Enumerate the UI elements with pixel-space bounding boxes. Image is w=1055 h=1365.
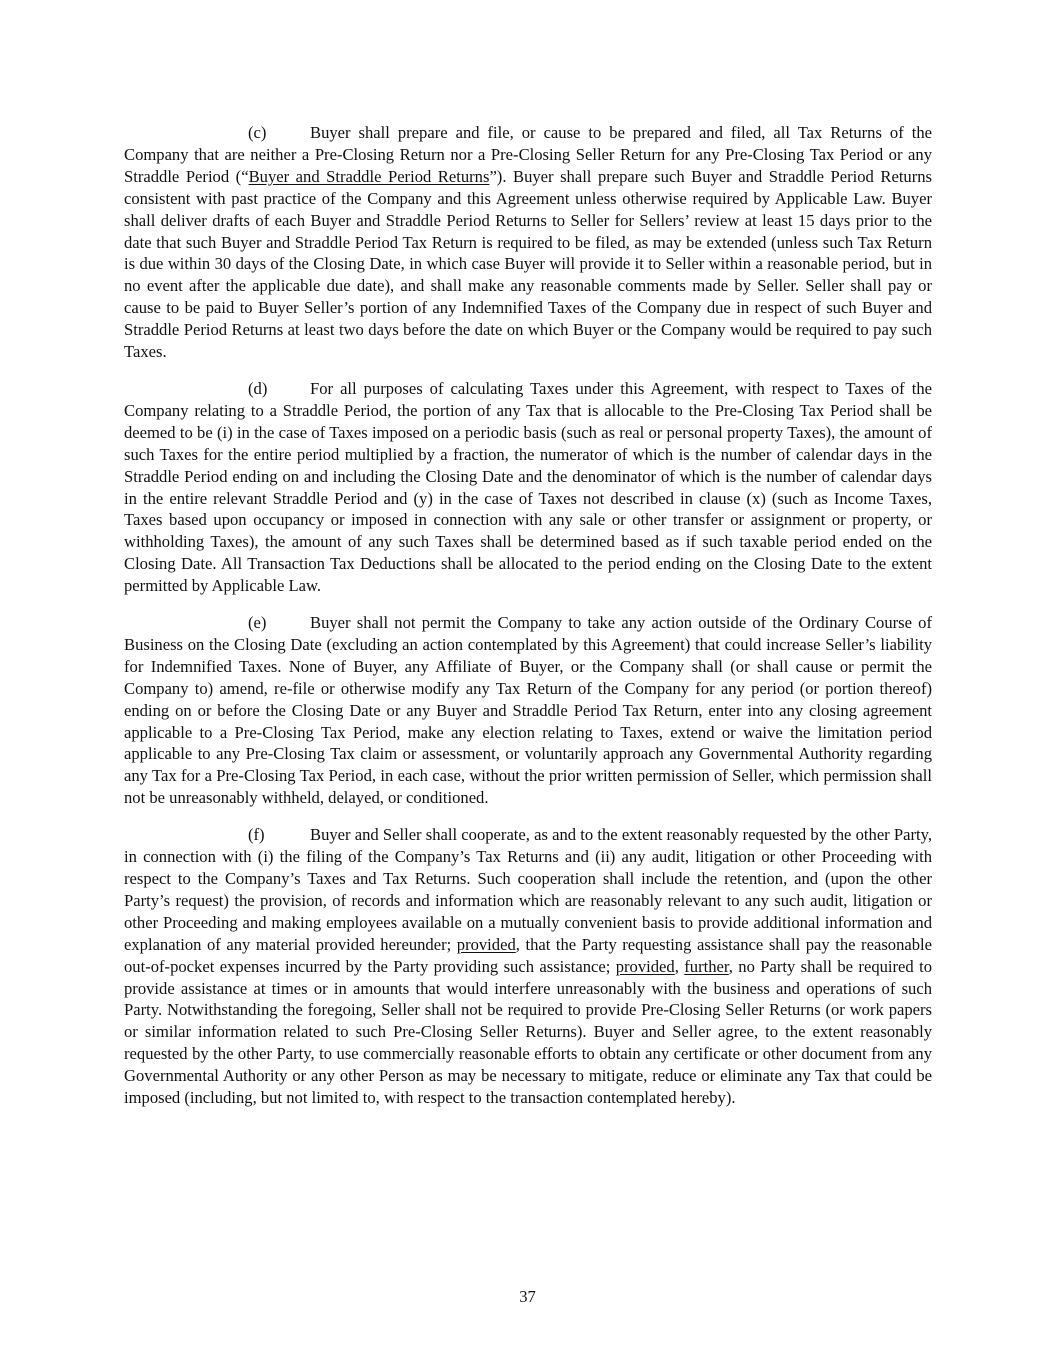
paragraph-text: , no Party shall be required to provide assistance at times or in amounts that would interfere unreasonably with the business and operations of such Party. Notwithstanding the foregoing, Seller shall not be required to provide Pre-Closing Seller Returns (or work papers or similar information related to such Pre-Closing Seller Returns). Buyer and Seller agree, to the extent reasonably requested by the other Party, to use commercially reasonable efforts to obtain any certificate or other document from any Governmental Authority or any other Person as may be necessary to mitigate, reduce or eliminate any Tax that could be imposed (including, but not limited to, with respect to the transaction contemplated hereby). (124, 956, 932, 1108)
paragraph-text: ”). Buyer shall prepare such Buyer and Straddle Period Returns consistent with past practice of the Company and this Agreement unless otherwise required by Applicable Law. Buyer shall deliver drafts of each Buyer and Straddle Period Returns to Seller for Sellers’ review at least 15 days prior to the date that such Buyer and Straddle Period Tax Return is required to be filed, as may be extended (unless such Tax Return is due within 30 days of the Closing Date, in which case Buyer will provide it to Seller within a reasonable period, but in no event after the applicable due date), and shall make any reasonable comments made by Seller. Seller shall pay or cause to be paid to Buyer Seller’s portion of any Indemnified Taxes of the Company due in respect of such Buyer and Straddle Period Returns at least two days before the date on which Buyer or the Company would be required to pay such Taxes. (124, 166, 933, 362)
paragraph-d (124, 378, 932, 597)
paragraph-label: (f) (248, 825, 265, 845)
paragraph-f (124, 824, 932, 1109)
paragraph-label: (d) (248, 378, 268, 398)
paragraph-e (124, 612, 932, 809)
paragraph-label: (c) (248, 123, 267, 142)
page-number: 37 (519, 1287, 536, 1306)
paragraph-text: , that the Party requesting assistance shall pay the reasonable out-of-pocket expenses incurred by the Party providing such assistance; (124, 934, 933, 976)
defined-term: Buyer and Straddle Period Returns (248, 166, 490, 186)
paragraph-text: Buyer shall not permit the Company to take any action outside of the Ordinary Course of Business on the Closing Date (excluding an action contemplated by this Agreement) that could increase Seller’s liability for Indemnified Taxes. None of Buyer, any Affiliate of Buyer, or the Company shall (or shall cause or permit the Company to) amend, re-file or otherwise modify any Tax Return of the Company for any period (or portion thereof) ending on or before the Closing Date or any Buyer and Straddle Period Tax Return, enter into any closing agreement applicable to a Pre-Closing Tax Period, make any election relating to Taxes, extend or waive the limitation period applicable to any Pre-Closing Tax claim or assessment, or voluntarily approach any Governmental Authority regarding any Tax for a Pre-Closing Tax Period, in each case, without the prior written permission of Seller, which permission shall not be unreasonably withheld, delayed, or conditioned. (124, 613, 932, 808)
underlined-term-provided: provided (615, 956, 675, 976)
underlined-term-provided: provided (456, 934, 516, 954)
paragraph-text: For all purposes of calculating Taxes under this Agreement, with respect to Taxes of the Company relating to a Straddle Period, the portion of any Tax that is allocable to the Pre-Closing Tax Period shall be deemed to be (i) in the case of Taxes imposed on a periodic basis (such as real or personal property Taxes), the amount of such Taxes for the entire period multiplied by a fraction, the numerator of which is the number of calendar days in the Straddle Period ending on and including the Closing Date and the denominator of which is the number of calendar days in the entire relevant Straddle Period and (y) in the case of Taxes not described in clause (x) (such as Income Taxes, Taxes based upon occupancy or imposed in connection with any sale or other transfer or assignment or property, or withholding Taxes), the amount of any such Taxes shall be determined based as if such taxable period ended on the Closing Date. All Transaction Tax Deductions shall be allocated to the period ending on the Closing Date to the extent permitted by Applicable Law. (124, 378, 932, 596)
paragraph-label: (e) (248, 613, 267, 633)
underlined-term-further: further (684, 956, 729, 976)
document-body (124, 122, 932, 1124)
paragraph-text: , (674, 956, 685, 976)
paragraph-text: Buyer shall prepare and file, or cause to be prepared and filed, all Tax Returns of the Company that are neither a Pre-Closing Return nor a Pre-Closing Seller Return for any Pre-Closing Tax Period or any Straddle Period (“ (124, 123, 932, 186)
paragraph-text: Buyer and Seller shall cooperate, as and to the extent reasonably requested by the other Party, in connection with (i) the filing of the Company’s Tax Returns and (ii) any audit, litigation or other Proceeding with respect to the Company’s Taxes and Tax Returns. Such cooperation shall include the retention, and (upon the other Party’s request) the provision, of records and information which are reasonably relevant to any such audit, litigation or other Proceeding and making employees available on a mutually convenient basis to provide additional information and explanation of any material provided hereunder; (124, 825, 932, 954)
paragraph-c (124, 122, 932, 363)
